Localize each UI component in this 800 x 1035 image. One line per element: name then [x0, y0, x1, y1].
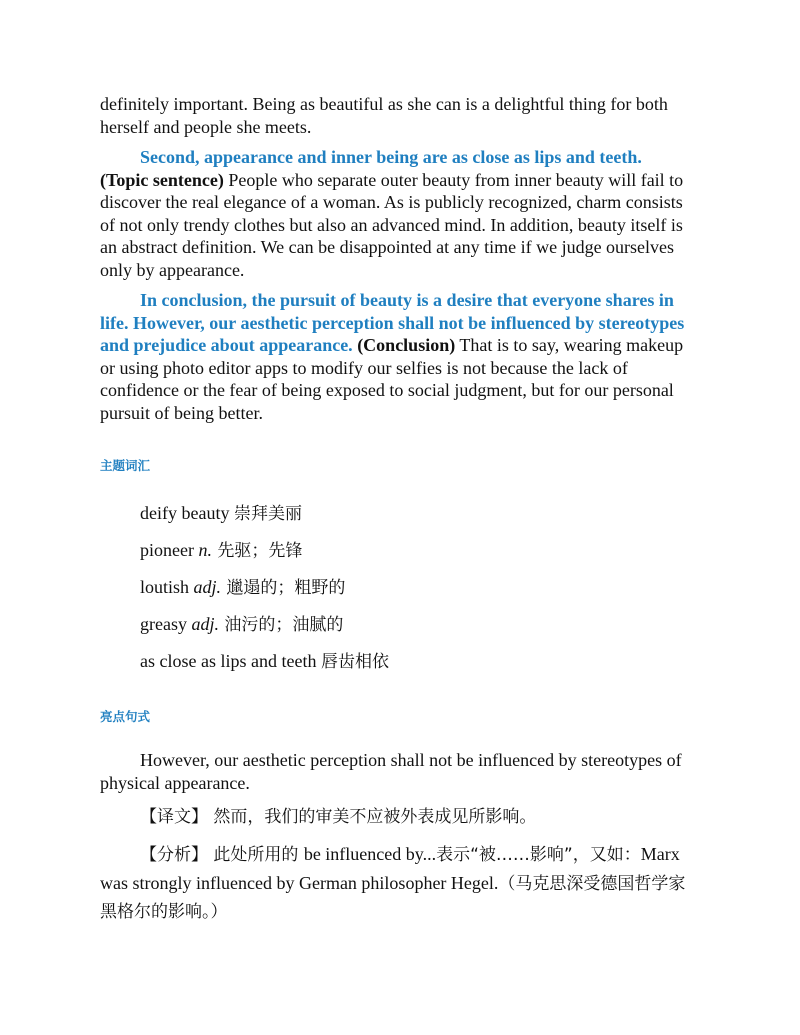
- paragraph-conclusion: [100, 289, 700, 424]
- vocab-item: loutish adj. 邋遢的；粗野的: [140, 577, 346, 598]
- translation-line: [100, 804, 700, 830]
- vocab-item: pioneer n. 先驱；先锋: [140, 540, 303, 561]
- highlight-sentence: However, our aesthetic perception shall not be influenced by stereotypes of physical appearance.: [100, 750, 682, 793]
- topic-sentence-highlight: Second, appearance and inner being are as close as lips and teeth.: [140, 147, 642, 167]
- conclusion-highlight: In conclusion, the pursuit of beauty is a desire that everyone shares in life. However, our aesthetic perception shall not be influenced by stereotypes and prejudice about appearance.: [100, 290, 685, 355]
- vocab-item: greasy adj. 油污的；油腻的: [140, 614, 344, 635]
- conclusion-tag: (Conclusion): [357, 335, 456, 355]
- analysis-paragraph: 【分析】 此处所用的 be influenced by...表示“被……影响”，又如：Marx was strongly influenced by German philosopher Hegel.（马克思深受德国哲学家黑格尔的影响。）: [100, 844, 686, 922]
- vocab-item: as close as lips and teeth 唇齿相依: [140, 651, 389, 672]
- conclusion-paragraph-text: That is to say, wearing makeup or using photo editor apps to modify our selfies is not because the lack of confidence or the fear of being exposed to social judgment, but for our personal pursuit of being better.: [100, 335, 684, 423]
- analysis-label: 【分析】: [140, 845, 208, 865]
- paragraph-topic: [100, 146, 700, 281]
- paragraph-intro-text: definitely important. Being as beautiful as she can is a delightful thing for both herself and people she meets.: [100, 94, 668, 137]
- topic-sentence-tag: (Topic sentence): [100, 169, 224, 190]
- topic-paragraph-text: People who separate outer beauty from inner beauty will fail to discover the real elegance of a woman. As is publicly recognized, charm consists of not only trendy clothes but also an advanced mind. In addition, beauty itself is an abstract definition. We can be disappointed at any time if we judge ourselves only by appearance.: [100, 169, 684, 280]
- translation-text: 然而，我们的审美不应被外表成见所影响。: [208, 807, 537, 827]
- vocabulary-list: [100, 502, 700, 673]
- paragraph-intro: [100, 93, 700, 138]
- document-content: [100, 93, 700, 926]
- vocab-item: deify beauty 崇拜美丽: [140, 503, 302, 524]
- heading-highlight-sentence: 亮点句式: [100, 709, 151, 724]
- translation-label: 【译文】: [140, 807, 208, 827]
- heading-vocabulary: 主题词汇: [100, 458, 151, 473]
